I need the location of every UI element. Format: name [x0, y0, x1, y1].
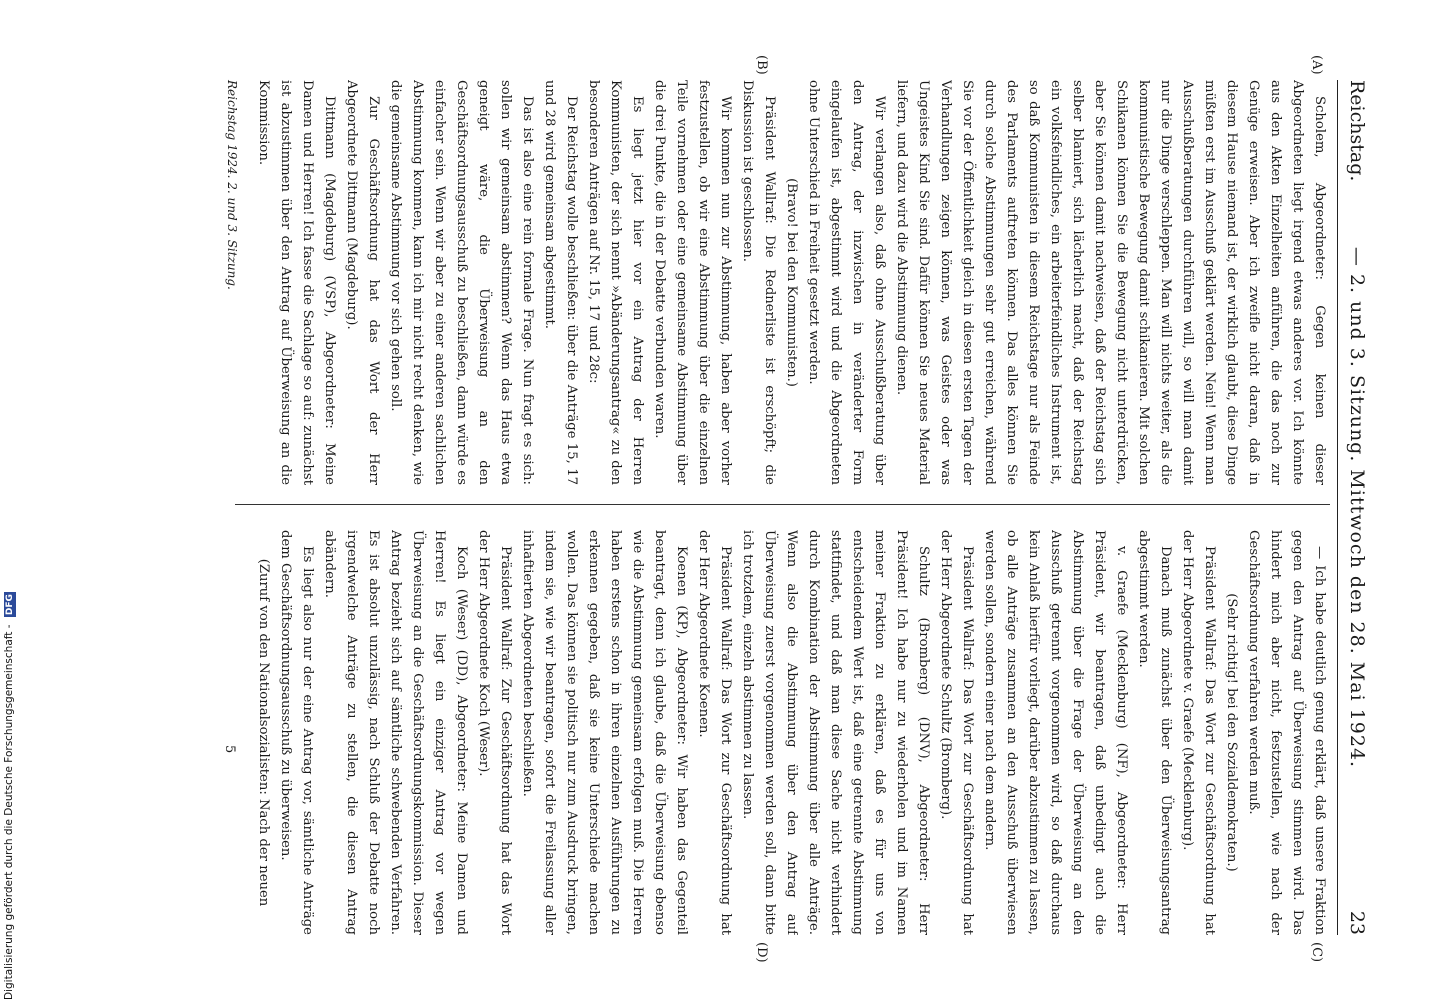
header-title: Reichstag. [1346, 80, 1368, 182]
digitization-credit [0, 594, 15, 1000]
margin-marker-b: (B) [754, 55, 769, 75]
paragraph: Wir verlangen also, daß ohne Ausschußberatung über den Antrag, der inzwischen in veränderter Form eingelaufen ist, abgestimmt wird und die Abgeordneten ohne Unterschied in Freiheit gesetzt werden. [806, 80, 887, 485]
page-header [1337, 80, 1372, 935]
paragraph: Das ist also eine rein formale Frage. Nun fragt es sich: sollen wir gemeinsam abstimmen? Wenn das Haus etwa geneigt wäre, die Überweisung an den Geschäftsordnungsausschuß zu beschließen, dann würde es einfacher sein. Wenn wir aber zu einer anderen sachlichen Abstimmung kommen, kann ich mir nicht recht denken, wie die gemeinsame Abstimmung vor sich gehen soll. [388, 80, 535, 485]
paragraph: Koch (Weser) (DD), Abgeordneter: Meine Damen und Herren! Es liegt ein einziger Antrag vor wegen Überweisung an die Geschäftsordnungskommission. Dieser Antrag bezieht sich auf sämtliche schwebenden Verfahren. Es ist absolut unzulässig, nach Schluß der Debatte noch irgendwelche Anträge zu stellen, die diesen Antrag abändern. [322, 530, 469, 935]
paragraph: Zur Geschäftsordnung hat das Wort der Herr Abgeordnete Dittmann (Magdeburg). [344, 80, 381, 485]
header-session: — 2. und 3. Sitzung. Mittwoch den 28. Mai 1924. [1346, 246, 1368, 769]
footer-page-number: 5 [222, 745, 237, 754]
margin-marker-d: (D) [754, 942, 769, 963]
paragraph: Danach muß zunächst über den Überweisungsantrag abgestimmt werden. [1136, 530, 1173, 935]
credit-text: Digitalisierung gefördert durch die Deutsche Forschungsgemeinschaft - [3, 624, 15, 1000]
paragraph: (Sehr richtig! bei den Sozialdemokraten.) [1224, 593, 1239, 872]
right-text-column [250, 530, 1330, 935]
paragraph: Präsident Wallraf: Die Rednerliste ist erschöpft; die Diskussion ist geschlossen. [740, 80, 777, 485]
paragraph: Koenen (KP), Abgeordneter: Wir haben das Gegenteil beantragt, denn ich glaube, daß die Überweisung ebenso wie die Abstimmung gemeinsam erfolgen muß. Die Herren haben erstens schon in ihren einzelnen Ausführungen zu erkennen gegeben, daß sie keine Unterschiede machen wollen. Das können sie politisch nur zum Ausdruck bringen, indem sie, wie wir beantragen, sofort die Freilassung aller inhaftierten Abgeordneten beschließen. [520, 530, 689, 935]
paragraph: Der Reichstag wolle beschließen: über die Anträge 15, 17 und 28 wird gemeinsam abgestimmt. [542, 80, 579, 485]
left-text-column [250, 80, 1330, 485]
paragraph: Scholem, Abgeordneter: Gegen keinen dieser Abgeordneten liegt irgend etwas anderes vor. Ich könnte aus den Akten Einzelheiten anführen, die das noch zur Genüge erweisen. Aber ich zweifle nicht daran, daß in diesem Hause niemand ist, der wirklich glaubt, diese Dinge müßten erst im Ausschuß geklärt werden. Nein! Wenn man Ausschußberatungen durchführen will, so will man damit nur die Dinge verschleppen. Man will nichts weiter, als die kommunistische Bewegung damit schikanieren. Mit solchen Schikanen können Sie die Bewegung nicht unterdrücken, aber Sie können damit nachweisen, daß der Reichstag sich selber blamiert, sich lächerlich macht, daß der Reichstag ein volksfeindliches, ein arbeiterfeindliches Instrument ist, so daß Kommunisten in diesem Reichstage nur als Feinde des Parlaments auftreten können. Das alles können Sie durch solche Abstimmungen sehr gut erreichen, während Sie vor der Öffentlichkeit gleich in diesen ersten Tagen der Verhandlungen zeigen können, was Geistes oder was Ungeistes Kind Sie sind. Dafür können Sie neues Material liefern, und dazu wird die Abstimmung dienen. [894, 80, 1327, 485]
paragraph: Es liegt jetzt hier vor ein Antrag der Herren Kommunisten, der sich nennt »Abänderungsantrag« zu den besonderen Anträgen auf Nr. 15, 17 und 28c: [586, 80, 645, 485]
paragraph: (Zuruf von den Nationalsozialisten: Nach der neuen [256, 558, 271, 907]
margin-marker-a: (A) [1309, 55, 1324, 75]
header-page-number: 23 [1346, 910, 1368, 935]
paragraph: Schultz (Bromberg) (DNV), Abgeordneter: Herr Präsident! Ich habe nur zu wiederholen und im Namen meiner Fraktion zu erklären, daß es für uns von entscheidendem Wert ist, daß eine getrennte Abstimmung stattfindet, und daß man diese Sache nicht verhindert durch Kombination der Abstimmung über alle Anträge. Wenn also die Abstimmung über den Antrag auf Überweisung zuerst vorgenommen werden soll, dann bitte ich trotzdem, einzeln abstimmen zu lassen. [740, 530, 931, 935]
paragraph: Dittmann (Magdeburg) (VSP), Abgeordneter: Meine Damen und Herren! Ich fasse die Sachlage so auf: zunächst ist abzustimmen über den Antrag auf Überweisung an die Kommission. [256, 80, 337, 485]
paragraph: Präsident Wallraf: Das Wort zur Geschäftsordnung hat der Herr Abgeordnete v. Graefe (Mecklenburg). [1180, 530, 1217, 935]
footer-text: Reichstag 1924. 2. und 3. Sitzung. [225, 80, 239, 290]
dfg-logo: DFG [5, 594, 15, 616]
paragraph: v. Graefe (Mecklenburg) (NF), Abgeordneter: Herr Präsident, wir beantragen, daß unbedingt auch die Abstimmung über die Frage der Überweisung an den Ausschuß getrennt vorgenommen wird, so daß durchaus kein Anlaß hierfür vorliegt, darüber abzustimmen zu lassen, ob alle Anträge zusammen an den Ausschuß überwiesen werden sollen, sondern einer nach dem andern. [982, 530, 1129, 935]
column-divider [235, 504, 1330, 505]
margin-marker-c: (C) [1309, 942, 1324, 963]
paragraph: (Bravo! bei den Kommunisten.) [784, 178, 799, 387]
paragraph: Wir kommen nun zur Abstimmung, haben aber vorher festzustellen, ob wir eine Abstimmung über die einzelnen Teile vornehmen oder eine gemeinsame Abstimmung über die drei Punkte, die in der Debatte verbunden waren. [652, 80, 733, 485]
paragraph: Präsident Wallraf: Zur Geschäftsordnung hat das Wort der Herr Abgeordnete Koch (Weser). [476, 530, 513, 935]
paragraph: Präsident Wallraf: Das Wort zur Geschäftsordnung hat der Herr Abgeordnete Schultz (Bromberg). [938, 530, 975, 935]
paragraph: Es liegt also nur der eine Antrag vor, sämtliche Anträge dem Geschäftsordnungsausschuß zu überweisen. [278, 530, 315, 935]
paragraph: Präsident Wallraf: Das Wort zur Geschäftsordnung hat der Herr Abgeordnete Koenen. [696, 530, 733, 935]
paragraph: — Ich habe deutlich genug erklärt, daß unsere Fraktion gegen den Antrag auf Überweisung stimmen wird. Das hindert mich aber nicht, festzustellen, wie nach der Geschäftsordnung verfahren werden muß. [1246, 530, 1327, 935]
